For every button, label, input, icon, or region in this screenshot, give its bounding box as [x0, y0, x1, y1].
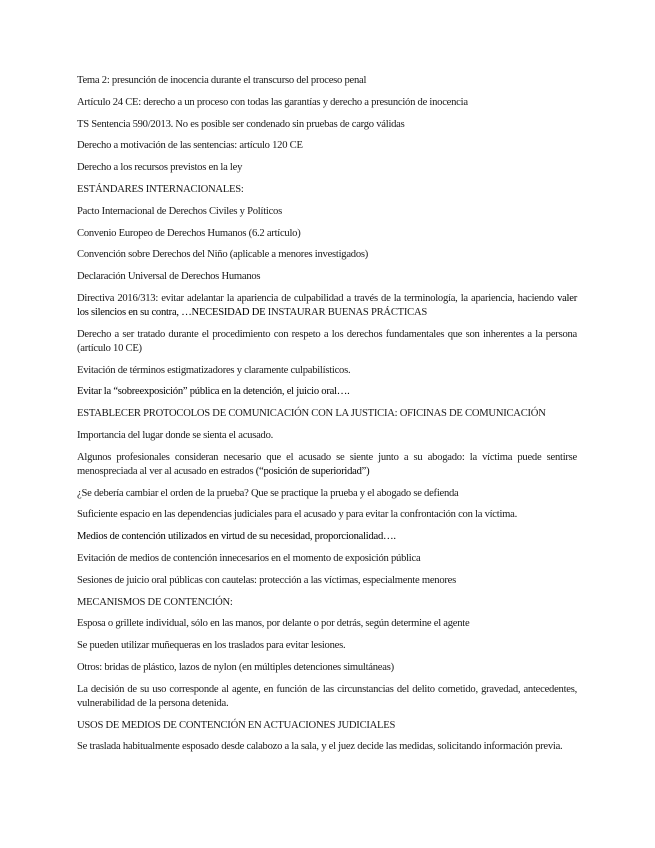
- paragraph-declaracion: [77, 270, 577, 284]
- heading-usos: [77, 719, 577, 733]
- paragraph-profesionales: [77, 451, 577, 479]
- heading-mecanismos: [77, 596, 577, 610]
- paragraph-text: Convenio Europeo de Derechos Humanos (6.2 artículo): [77, 227, 301, 239]
- paragraph-text: INSTAURAR BUENAS PRÁCTICAS: [267, 306, 427, 318]
- paragraph-topic-title: [77, 74, 577, 88]
- paragraph-text: Se pueden utilizar muñequeras en los traslados para evitar lesiones.: [77, 640, 346, 652]
- paragraph-sesiones: [77, 574, 577, 588]
- heading-estandares: [77, 183, 577, 197]
- paragraph-text: Pacto Internacional de Derechos Civiles y Políticos: [77, 205, 282, 217]
- document-body: [77, 74, 577, 762]
- paragraph-sobreexposicion: [77, 385, 577, 399]
- paragraph-recursos: [77, 161, 577, 175]
- paragraph-text: Otros: bridas de plástico, lazos de nylon (en múltiples detenciones simultáneas): [77, 661, 394, 673]
- paragraph-text: Evitación de términos estigmatizadores y claramente culpabilísticos.: [77, 364, 351, 376]
- paragraph-orden-prueba: [77, 487, 577, 501]
- paragraph-esposa: [77, 617, 577, 631]
- paragraph-derecho-respeto: [77, 328, 577, 356]
- paragraph-text: Medios de contención utilizados en virtud de su necesidad, proporcionalidad….: [77, 531, 396, 543]
- paragraph-decision: [77, 683, 577, 711]
- paragraph-motivacion: [77, 139, 577, 153]
- paragraph-traslado: [77, 740, 577, 754]
- heading-text: ESTÁNDARES INTERNACIONALES:: [77, 183, 244, 195]
- heading-text: ESTABLECER PROTOCOLOS DE COMUNICACIÓN CON LA JUSTICIA: OFICINAS DE COMUNICACIÓN: [77, 408, 546, 420]
- paragraph-text: Evitación de medios de contención innecesarios en el momento de exposición pública: [77, 552, 421, 564]
- paragraph-text: TS Sentencia 590/2013. No es posible ser condenado sin pruebas de cargo válidas: [77, 118, 405, 130]
- paragraph-pacto: [77, 205, 577, 219]
- paragraph-evitacion-medios: [77, 552, 577, 566]
- paragraph-medios-contencion: [77, 530, 577, 544]
- heading-protocolos: [77, 407, 577, 421]
- paragraph-directiva: [77, 292, 577, 320]
- paragraph-text: Derecho a motivación de las sentencias: artículo 120 CE: [77, 140, 303, 152]
- paragraph-text-emphasis: valer los silencios en su contra, …NECESIDAD DE: [77, 292, 577, 318]
- paragraph-importancia-lugar: [77, 429, 577, 443]
- paragraph-otros: [77, 661, 577, 675]
- paragraph-text: Se traslada habitualmente esposado desde calabozo a la sala, y el juez decide las medidas, solicitando información previa.: [77, 741, 563, 753]
- paragraph-ts-sentencia: [77, 118, 577, 132]
- paragraph-text: Algunos profesionales consideran necesario que el acusado se siente junto a su abogado: la víctima puede sentirse menospreciada al ver al acusado en estrados: [77, 451, 577, 477]
- paragraph-text: ¿Se debería cambiar el orden de la prueba? Que se practique la prueba y el abogado se defienda: [77, 487, 459, 499]
- paragraph-munequeras: [77, 639, 577, 653]
- paragraph-text: Convención sobre Derechos del Niño (aplicable a menores investigados): [77, 249, 369, 261]
- paragraph-convenio: [77, 227, 577, 241]
- paragraph-text: Declaración Universal de Derechos Humanos: [77, 271, 261, 283]
- paragraph-text: Derecho a los recursos previstos en la ley: [77, 162, 243, 174]
- paragraph-text: Tema 2: presunción de inocencia durante el transcurso del proceso penal: [77, 75, 367, 86]
- paragraph-text: Importancia del lugar donde se sienta el acusado.: [77, 429, 274, 441]
- heading-text: MECANISMOS DE CONTENCIÓN:: [77, 596, 233, 608]
- paragraph-text: Evitar la “sobreexposición” pública en la detención, el juicio oral….: [77, 386, 350, 398]
- paragraph-text: Artículo 24 CE: derecho a un proceso con todas las garantías y derecho a presunción de inocencia: [77, 96, 468, 108]
- paragraph-convencion-nino: [77, 248, 577, 262]
- paragraph-espacio: [77, 508, 577, 522]
- paragraph-text: Suficiente espacio en las dependencias judiciales para el acusado y para evitar la confrontación con la víctima.: [77, 509, 517, 521]
- paragraph-text: Derecho a ser tratado durante el procedimiento con respeto a los derechos fundamentales que son inherentes a la persona (artículo 10 CE): [77, 328, 577, 354]
- paragraph-text: Directiva 2016/313: evitar adelantar la apariencia de culpabilidad a través de la terminología, la apariencia, haciendo: [77, 292, 558, 304]
- paragraph-evitacion-terminos: [77, 364, 577, 378]
- paragraph-article-24: [77, 96, 577, 110]
- paragraph-text: La decisión de su uso corresponde al agente, en función de las circunstancias del delito cometido, gravedad, antecedentes, vulnerabilidad de la persona detenida.: [77, 683, 577, 709]
- paragraph-text-emphasis: (“posición de superioridad”): [255, 465, 370, 477]
- paragraph-text: Sesiones de juicio oral públicas con cautelas: protección a las víctimas, especialmente menores: [77, 574, 456, 586]
- paragraph-text: Esposa o grillete individual, sólo en las manos, por delante o por detrás, según determine el agente: [77, 618, 470, 630]
- heading-text: USOS DE MEDIOS DE CONTENCIÓN EN ACTUACIONES JUDICIALES: [77, 719, 396, 731]
